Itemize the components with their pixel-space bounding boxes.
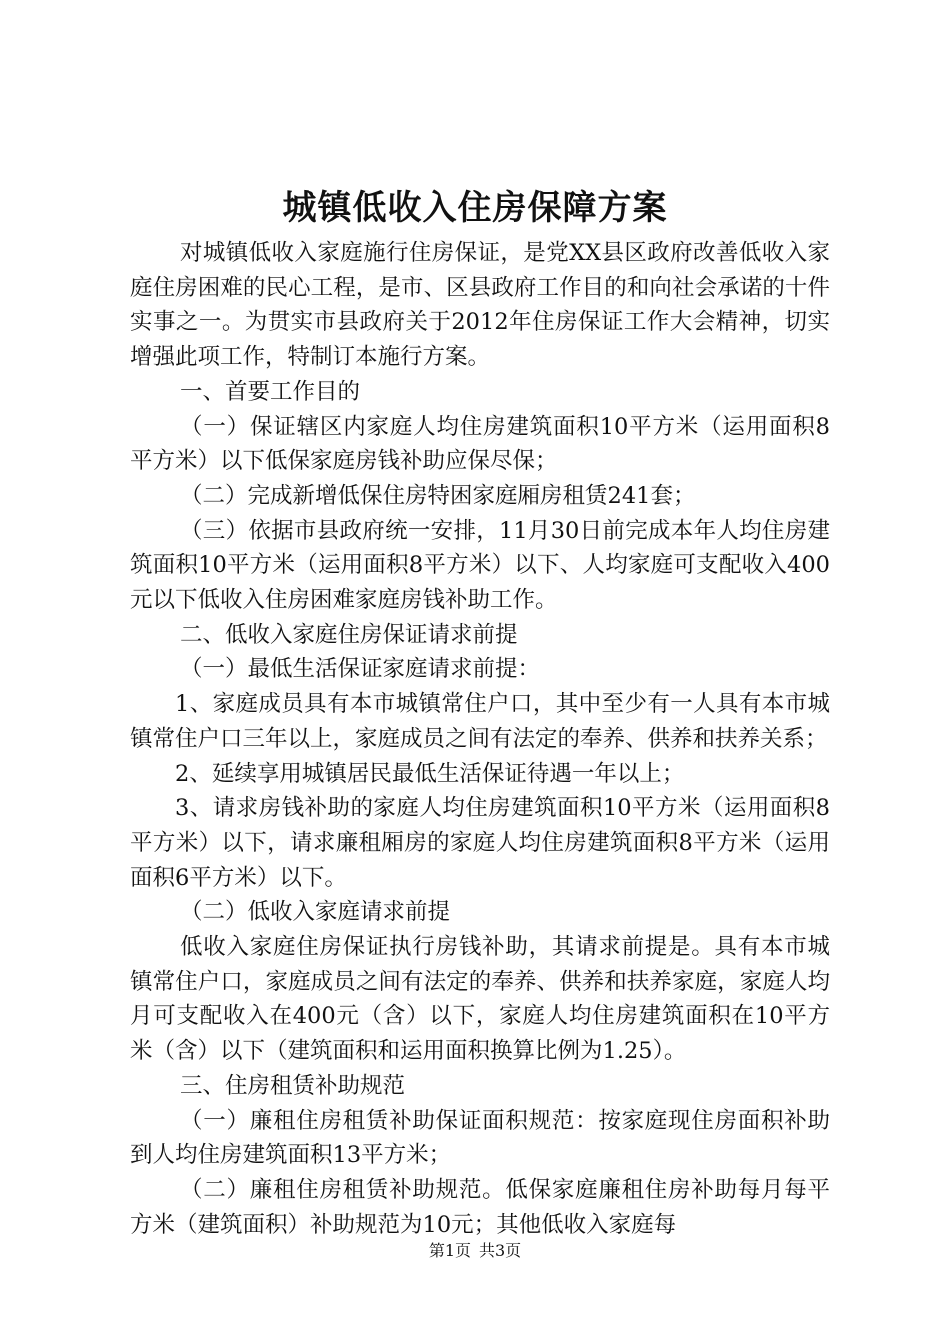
list-item: （三）依据市县政府统一安排，11月30日前完成本年人均住房建筑面积10平方米（运用面积8平方米）以下、人均家庭可支配收入400元以下低收入住房困难家庭房钱补助工作。	[130, 517, 830, 614]
section-heading-2: 二、低收入家庭住房保证请求前提	[180, 621, 518, 648]
document-body	[130, 236, 830, 1242]
subsection-heading: （一）最低生活保证家庭请求前提：	[180, 656, 541, 683]
page-number: 第1页	[428, 1241, 471, 1260]
section-heading-3: 三、住房租赁补助规范	[180, 1072, 406, 1099]
list-item: （一）廉租住房租赁补助保证面积规范：按家庭现住房面积补助到人均住房建筑面积13平方米；	[130, 1107, 830, 1169]
list-item: （一）保证辖区内家庭人均住房建筑面积10平方米（运用面积8平方米）以下低保家庭房钱补助应保尽保；	[130, 413, 830, 475]
list-item: （二）完成新增低保住房特困家庭厢房租赁241套；	[180, 482, 696, 509]
document-title: 城镇低收入住房保障方案	[282, 188, 668, 228]
section-heading-1: 一、首要工作目的	[180, 378, 361, 405]
list-item: 1、家庭成员具有本市城镇常住户口，其中至少有一人具有本市城镇常住户口三年以上，家庭成员之间有法定的奉养、供养和扶养关系；	[130, 691, 830, 752]
subsection-heading: （二）低收入家庭请求前提	[180, 899, 451, 926]
list-item: （二）廉租住房租赁补助规范。低保家庭廉租住房补助每月每平方米（建筑面积）补助规范为10元；其他低收入家庭每	[130, 1176, 830, 1238]
list-item: 2、延续享用城镇居民最低生活保证待遇一年以上；	[175, 760, 685, 787]
list-item: 3、请求房钱补助的家庭人均住房建筑面积10平方米（运用面积8平方米）以下，请求廉租厢房的家庭人均住房建筑面积8平方米（运用面积6平方米）以下。	[130, 795, 830, 891]
intro-paragraph: 对城镇低收入家庭施行住房保证，是党XX县区政府改善低收入家庭住房困难的民心工程，是市、区县政府工作目的和向社会承诺的十件实事之一。为贯实市县政府关于2012年住房保证工作大会精神，切实增强此项工作，特制订本施行方案。	[130, 240, 830, 371]
page-total: 共3页	[479, 1241, 522, 1260]
body-paragraph: 低收入家庭住房保证执行房钱补助，其请求前提是。具有本市城镇常住户口，家庭成员之间有法定的奉养、供养和扶养家庭，家庭人均月可支配收入在400元（含）以下，家庭人均住房建筑面积在10平方米（含）以下（建筑面积和运用面积换算比例为1.25）。	[130, 934, 830, 1065]
page-footer	[0, 1240, 950, 1262]
